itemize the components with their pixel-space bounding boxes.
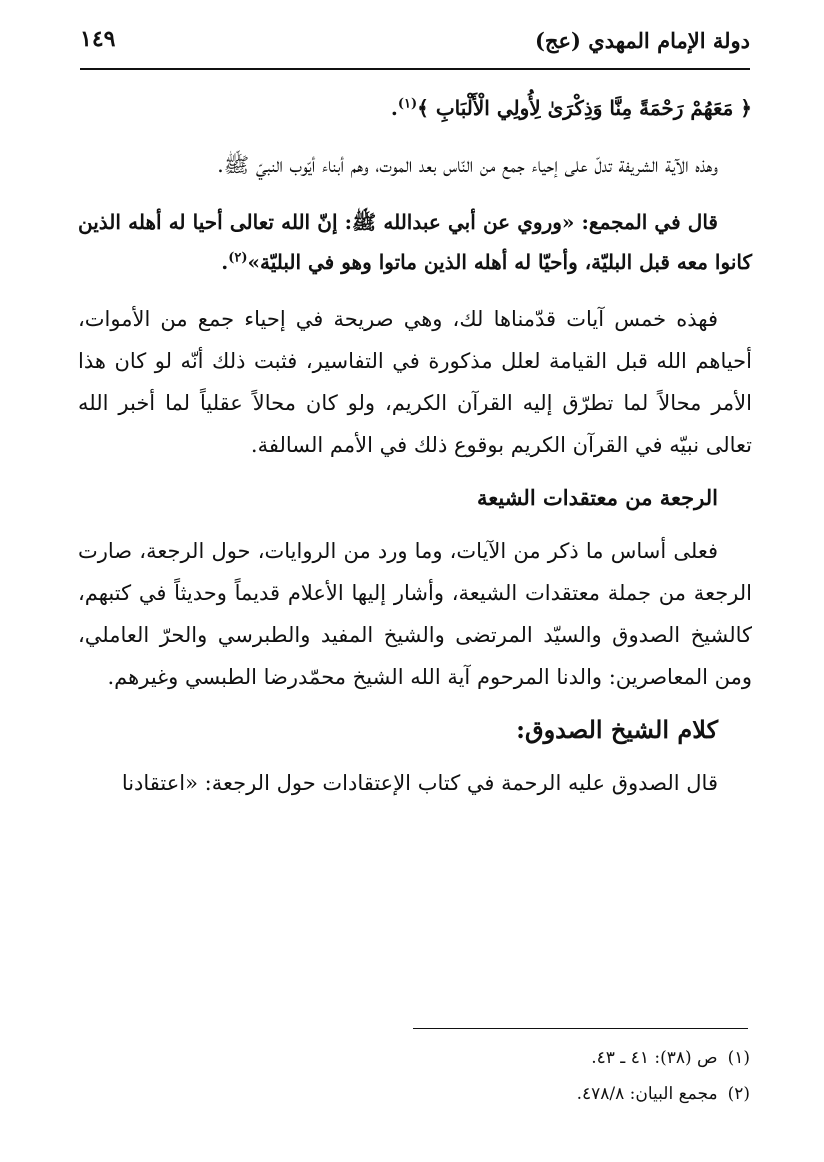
page-body — [78, 88, 752, 804]
footnote-item — [100, 1076, 750, 1112]
running-title: دولة الإمام المهدي (عج) — [534, 28, 750, 53]
footnote-number: (١) — [727, 1048, 750, 1068]
footnote-divider — [413, 1028, 748, 1029]
page-header — [80, 22, 750, 70]
hadith-quote: قال في المجمع: «وروي عن أبي عبدالله ﷺ: إنّ الله تعالى أحيا له أهله الذين كانوا معه قبل البليّة، وأحيّا له أهله الذين ماتوا وهو في البليّة» — [78, 210, 752, 274]
footnote-ref-2: (٢) — [228, 250, 248, 266]
footnotes — [100, 1040, 750, 1112]
paragraph: فهذه خمس آيات قدّمناها لك، وهي صريحة في إحياء جمع من الأموات، أحياهم الله قبل القيامة لعلل مذكورة في التفاسير، فثبت ذلك أنّه لو كان هذا الأمر محالاً لما تطرّق إليه القرآن الكريم، ولو كان محالاً عقلياً لما أخبر الله تعالى نبيّه في القرآن الكريم بوقوع ذلك في الأمم السالفة. — [78, 307, 752, 457]
section-heading: كلام الشيخ الصدوق: — [516, 715, 718, 744]
footnote-number: (٢) — [727, 1084, 750, 1104]
paragraph-end: . — [390, 96, 398, 120]
footnote-ref-1: (١) — [397, 96, 418, 112]
page-number: ١٤٩ — [80, 26, 116, 52]
section-heading: الرجعة من معتقدات الشيعة — [476, 485, 718, 510]
paragraph: قال الصدوق عليه الرحمة في كتاب الإعتقادات حول الرجعة: «اعتقادنا — [121, 771, 718, 795]
footnote-item — [100, 1040, 750, 1076]
footnote-text: ص (٣٨): ٤١ ـ ٤٣. — [591, 1048, 718, 1068]
spacer — [78, 282, 752, 298]
spacer — [78, 186, 752, 202]
paragraph: وهذه الآية الشريفة تدلّ على إحياء جمع من النّاس بعد الموت، وهم أبناء أيّوب النبيّ ﷺ. — [217, 153, 718, 177]
quran-verse: ﴿ مَعَهُمْ رَحْمَةً مِنَّا وَذِكْرَىٰ لِأُولِي الْأَلْبَابِ ﴾ — [417, 96, 752, 120]
footnote-text: مجمع البيان: ٤٧٨/٨. — [576, 1084, 718, 1104]
paragraph: فعلى أساس ما ذكر من الآيات، وما ورد من الروايات، حول الرجعة، صارت الرجعة من جملة معتقدات الشيعة، وأشار إليها الأعلام قديماً وحديثاً في كتبهم، كالشيخ الصدوق والسيّد المرتضى والشيخ المفيد والطبرسي والحرّ العاملي، ومن المعاصرين: والدنا المرحوم آية الله الشيخ محمّدرضا الطبسي وغيرهم. — [78, 539, 752, 689]
paragraph-end: . — [221, 250, 229, 274]
spacer — [78, 128, 752, 144]
quran-verse-paragraph — [78, 88, 752, 128]
hadith-quote-paragraph — [78, 202, 752, 282]
